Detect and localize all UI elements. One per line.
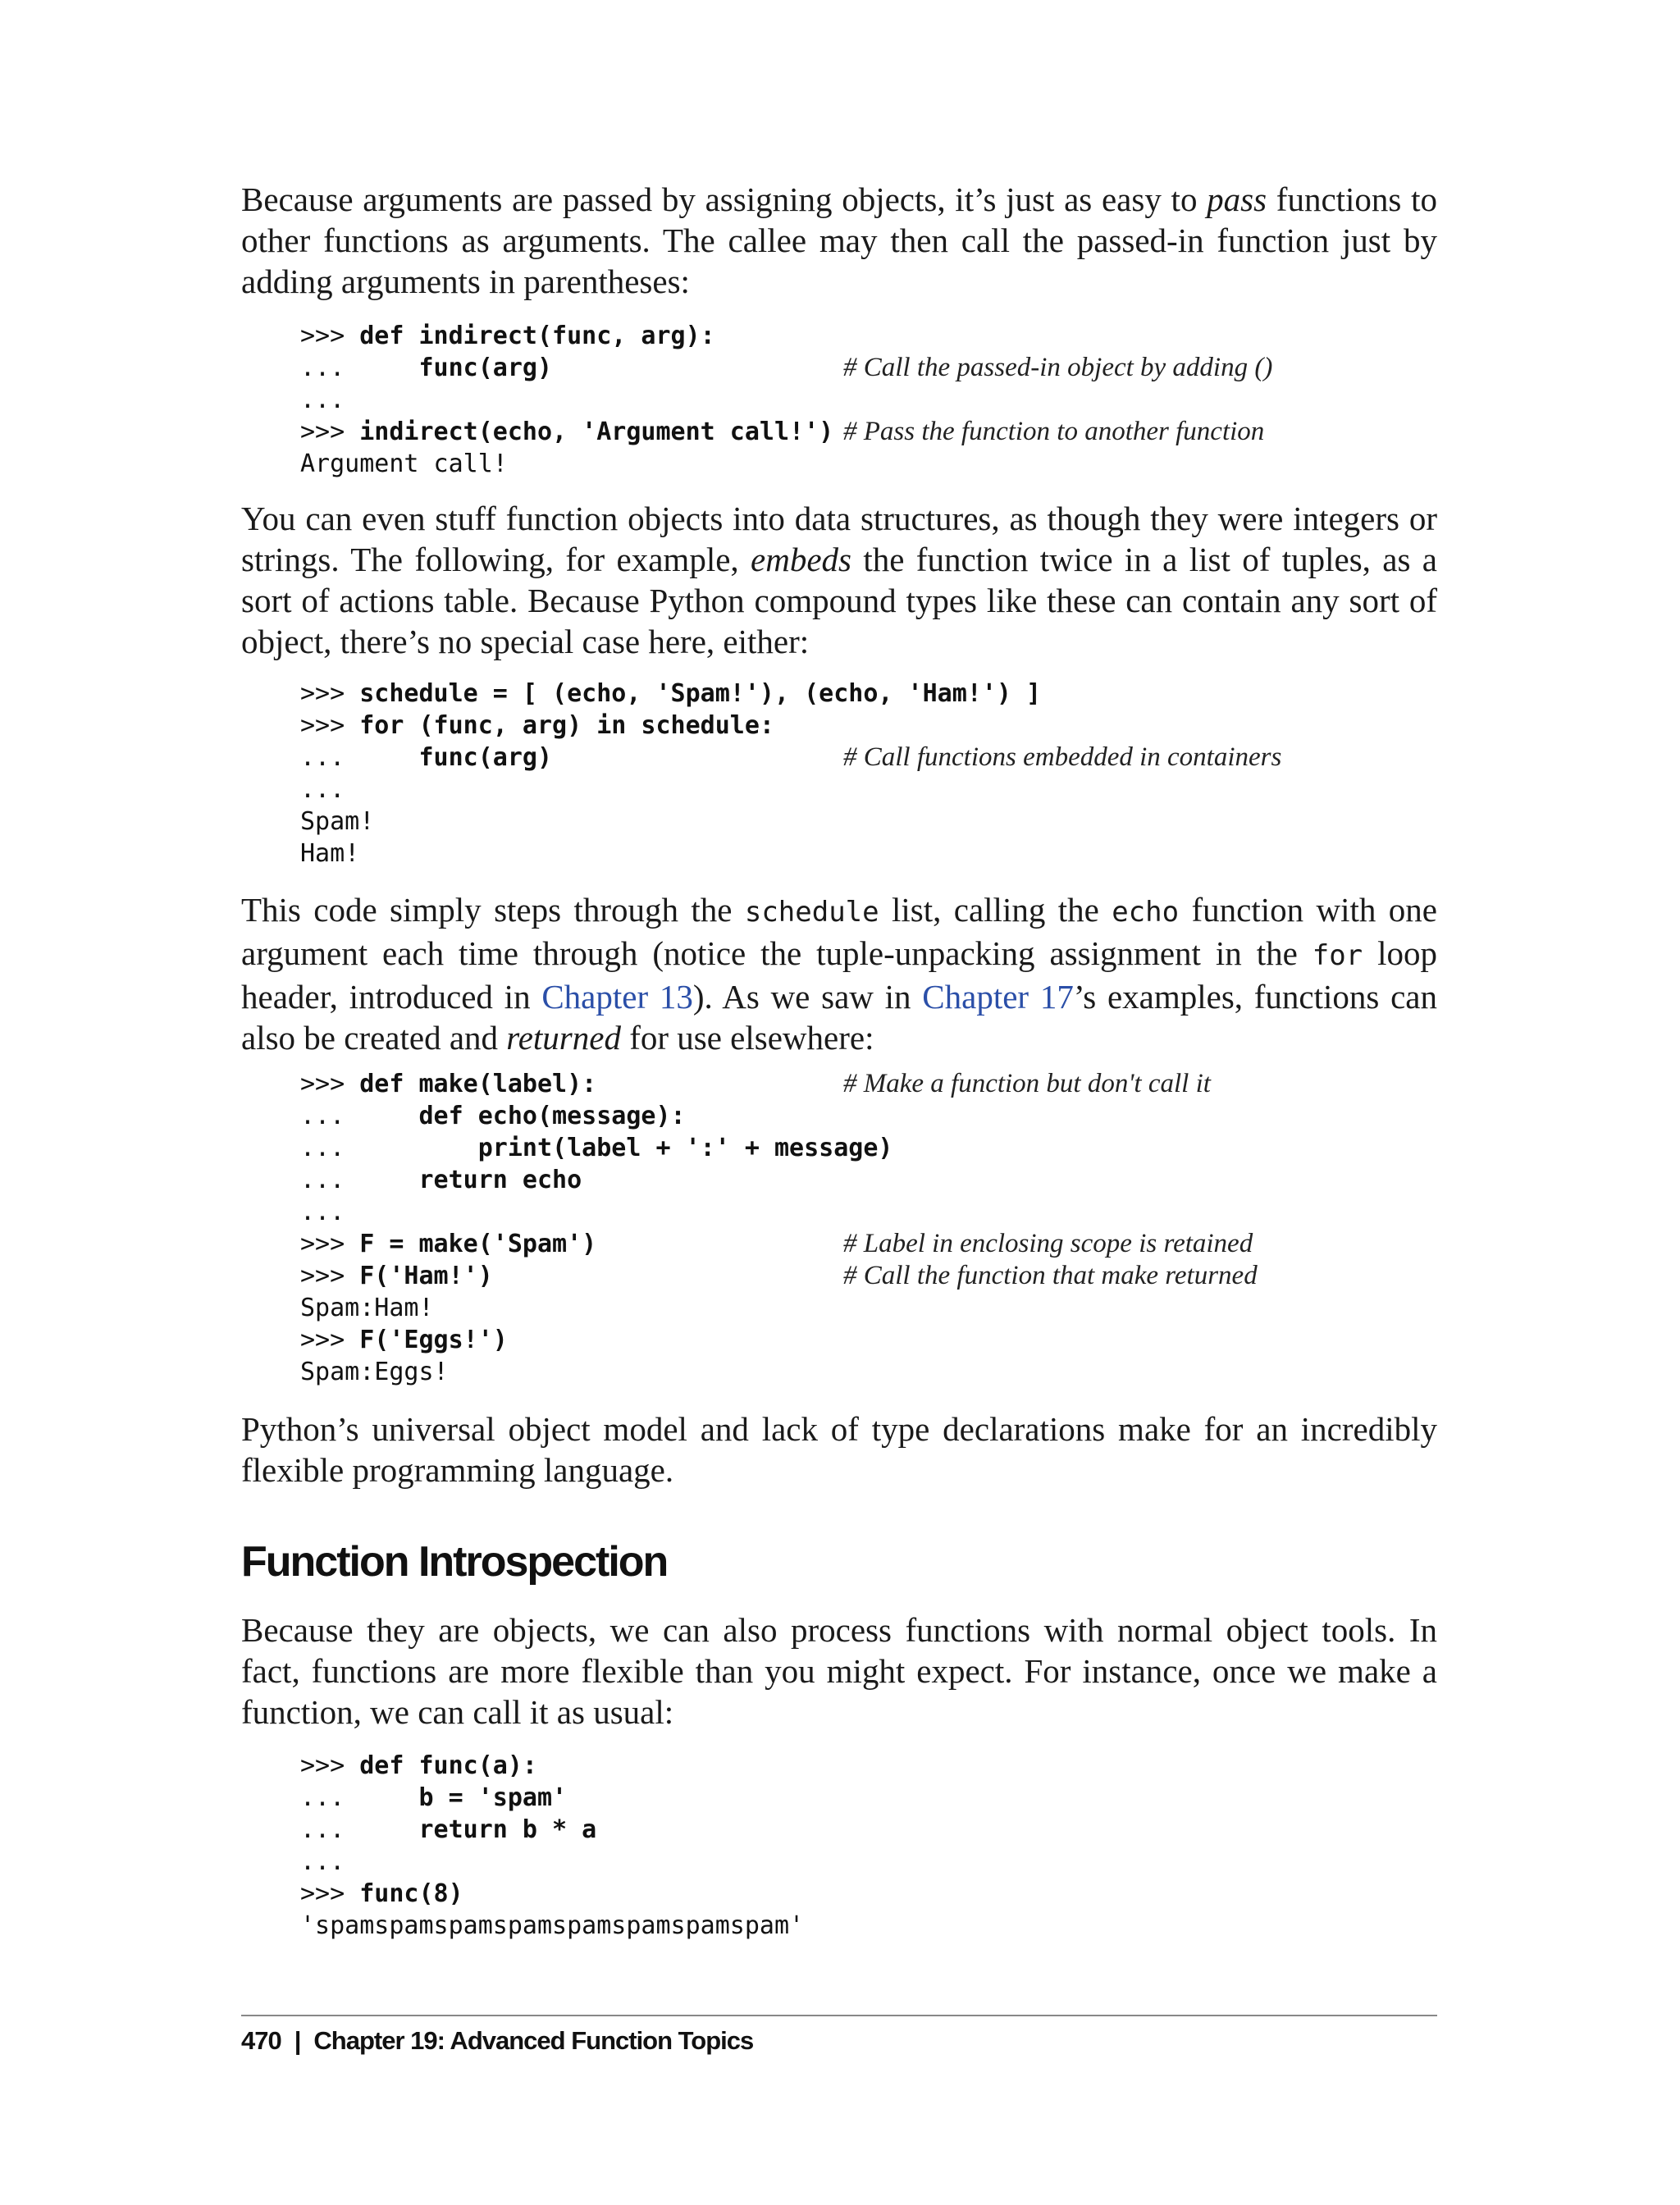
emphasis: returned bbox=[506, 1019, 621, 1057]
code-statement: def func(a): bbox=[359, 1751, 537, 1780]
code-statement: F = make('Spam') bbox=[359, 1230, 597, 1258]
code-prompt: ... bbox=[300, 386, 345, 414]
code-line bbox=[300, 710, 1449, 742]
code-output: Ham! bbox=[300, 839, 360, 868]
code-line bbox=[300, 448, 1449, 480]
code-comment: # Make a function but don't call it bbox=[843, 1069, 1211, 1098]
footer-rule bbox=[241, 2015, 1437, 2016]
section-heading: Function Introspection bbox=[241, 1538, 668, 1586]
code-statement: schedule = [ (echo, 'Spam!'), (echo, 'Ham!') ] bbox=[359, 679, 1042, 708]
inline-code: schedule bbox=[744, 896, 879, 929]
code-prompt: ... bbox=[300, 1815, 419, 1844]
code-prompt: ... bbox=[300, 1102, 419, 1130]
code-block-schedule bbox=[300, 678, 1449, 870]
code-output: Spam:Eggs! bbox=[300, 1358, 449, 1386]
emphasis: pass bbox=[1207, 180, 1267, 218]
chapter-13-link[interactable]: Chapter 13 bbox=[541, 978, 693, 1016]
code-prompt: >>> bbox=[300, 418, 360, 446]
code-output: Spam! bbox=[300, 807, 375, 836]
code-prompt: >>> bbox=[300, 1070, 360, 1098]
code-line bbox=[300, 1782, 1449, 1814]
code-prompt: >>> bbox=[300, 1751, 360, 1780]
code-statement: def echo(message): bbox=[418, 1102, 686, 1130]
code-prompt: ... bbox=[300, 1198, 345, 1226]
code-statement: indirect(echo, 'Argument call!') bbox=[359, 418, 834, 446]
text-run: loop header, introduced in bbox=[241, 934, 1437, 1016]
code-line bbox=[300, 678, 1449, 710]
code-statement: print(label + ':' + message) bbox=[477, 1134, 893, 1162]
code-prompt: >>> bbox=[300, 1879, 360, 1908]
code-statement: for (func, arg) in schedule: bbox=[359, 711, 774, 740]
code-statement: def indirect(func, arg): bbox=[359, 322, 715, 350]
code-line bbox=[300, 1132, 1449, 1164]
inline-code: echo bbox=[1112, 896, 1180, 929]
code-line bbox=[300, 1814, 1449, 1846]
code-statement: b = 'spam' bbox=[418, 1783, 568, 1812]
code-block-make bbox=[300, 1068, 1449, 1388]
code-prompt: >>> bbox=[300, 711, 360, 740]
code-prompt: >>> bbox=[300, 322, 360, 350]
text-run: You can even stuff function objects into data structures, as though they were integers or strings. The following, for example, bbox=[241, 500, 1437, 578]
code-line bbox=[300, 1878, 1449, 1910]
code-comment: # Call functions embedded in containers bbox=[843, 742, 1282, 772]
code-prompt: >>> bbox=[300, 1326, 360, 1354]
page-number: 470 bbox=[241, 2026, 281, 2055]
code-statement: func(arg) bbox=[418, 743, 553, 772]
code-line bbox=[300, 384, 1449, 416]
text-run: for use elsewhere: bbox=[620, 1019, 874, 1057]
code-comment: # Call the function that make returned bbox=[843, 1261, 1258, 1290]
code-line bbox=[300, 1164, 1449, 1196]
code-prompt: >>> bbox=[300, 1230, 360, 1258]
code-line bbox=[300, 1260, 1449, 1292]
code-statement: func(8) bbox=[359, 1879, 463, 1908]
code-prompt: ... bbox=[300, 1134, 478, 1162]
code-statement: def make(label): bbox=[359, 1070, 597, 1098]
paragraph-intro bbox=[241, 179, 1437, 302]
code-prompt: ... bbox=[300, 1166, 419, 1194]
code-line bbox=[300, 1910, 1449, 1942]
code-statement: return b * a bbox=[418, 1815, 597, 1844]
code-line bbox=[300, 416, 1449, 448]
code-output: Argument call! bbox=[300, 450, 508, 478]
text-run: Because arguments are passed by assigning objects, it’s just as easy to bbox=[241, 180, 1208, 218]
text-run: ’s examples, functions can also be created and bbox=[241, 978, 1438, 1057]
code-prompt: ... bbox=[300, 1783, 419, 1812]
code-line bbox=[300, 838, 1449, 870]
paragraph-introspection: Because they are objects, we can also process functions with normal object tools. In fact, functions are more flexible than you might expect. For instance, once we make a function, we can call it as usual: bbox=[241, 1611, 1437, 1731]
inline-code: for bbox=[1312, 939, 1363, 972]
text-run: the function twice in a list of tuples, as a sort of actions table. Because Python compound types like these can contain any sort of object, there’s no special case here, either: bbox=[241, 541, 1437, 660]
code-line bbox=[300, 1324, 1449, 1356]
footer-separator: | bbox=[294, 2026, 301, 2055]
text-run: function with one argument each time through (notice the tuple-unpacking assignment in the bbox=[241, 891, 1437, 972]
code-statement: F('Eggs!') bbox=[359, 1326, 508, 1354]
code-block-func bbox=[300, 1750, 1449, 1942]
paragraph-data-structures bbox=[241, 498, 1437, 662]
code-prompt: ... bbox=[300, 1847, 345, 1876]
code-line bbox=[300, 1100, 1449, 1132]
code-statement: func(arg) bbox=[418, 354, 553, 382]
code-prompt: ... bbox=[300, 775, 345, 804]
chapter-title: Chapter 19: Advanced Function Topics bbox=[313, 2026, 754, 2055]
code-output: Spam:Ham! bbox=[300, 1294, 434, 1322]
text-run: ). As we saw in bbox=[692, 978, 923, 1016]
chapter-17-link[interactable]: Chapter 17 bbox=[922, 978, 1074, 1016]
code-line bbox=[300, 1846, 1449, 1878]
paragraph-schedule-explained bbox=[241, 889, 1437, 1058]
code-line bbox=[300, 352, 1449, 384]
code-block-indirect bbox=[300, 320, 1449, 480]
code-prompt: ... bbox=[300, 354, 419, 382]
code-line bbox=[300, 1068, 1449, 1100]
code-statement: F('Ham!') bbox=[359, 1262, 493, 1290]
code-comment: # Call the passed-in object by adding () bbox=[843, 353, 1273, 382]
paragraph-object-model: Python’s universal object model and lack of type declarations make for an incredibly flexible programming language. bbox=[241, 1410, 1437, 1489]
emphasis: embeds bbox=[751, 541, 851, 578]
code-line bbox=[300, 1750, 1449, 1782]
code-line bbox=[300, 774, 1449, 806]
code-output: 'spamspamspamspamspamspamspamspam' bbox=[300, 1911, 805, 1940]
code-statement: return echo bbox=[418, 1166, 582, 1194]
code-line bbox=[300, 1292, 1449, 1324]
code-comment: # Label in enclosing scope is retained bbox=[843, 1229, 1253, 1258]
code-comment: # Pass the function to another function bbox=[843, 417, 1265, 446]
code-prompt: >>> bbox=[300, 679, 360, 708]
code-prompt: ... bbox=[300, 743, 419, 772]
text-run: This code simply steps through the bbox=[241, 891, 745, 929]
text-run: list, calling the bbox=[879, 891, 1112, 929]
code-line bbox=[300, 1196, 1449, 1228]
code-line bbox=[300, 1228, 1449, 1260]
code-line bbox=[300, 1356, 1449, 1388]
page-footer bbox=[241, 2026, 753, 2056]
code-line bbox=[300, 742, 1449, 774]
code-line bbox=[300, 806, 1449, 838]
code-line bbox=[300, 320, 1449, 352]
text-run: functions to other functions as arguments. The callee may then call the passed-in function just by adding arguments in parentheses: bbox=[241, 180, 1437, 300]
code-prompt: >>> bbox=[300, 1262, 360, 1290]
